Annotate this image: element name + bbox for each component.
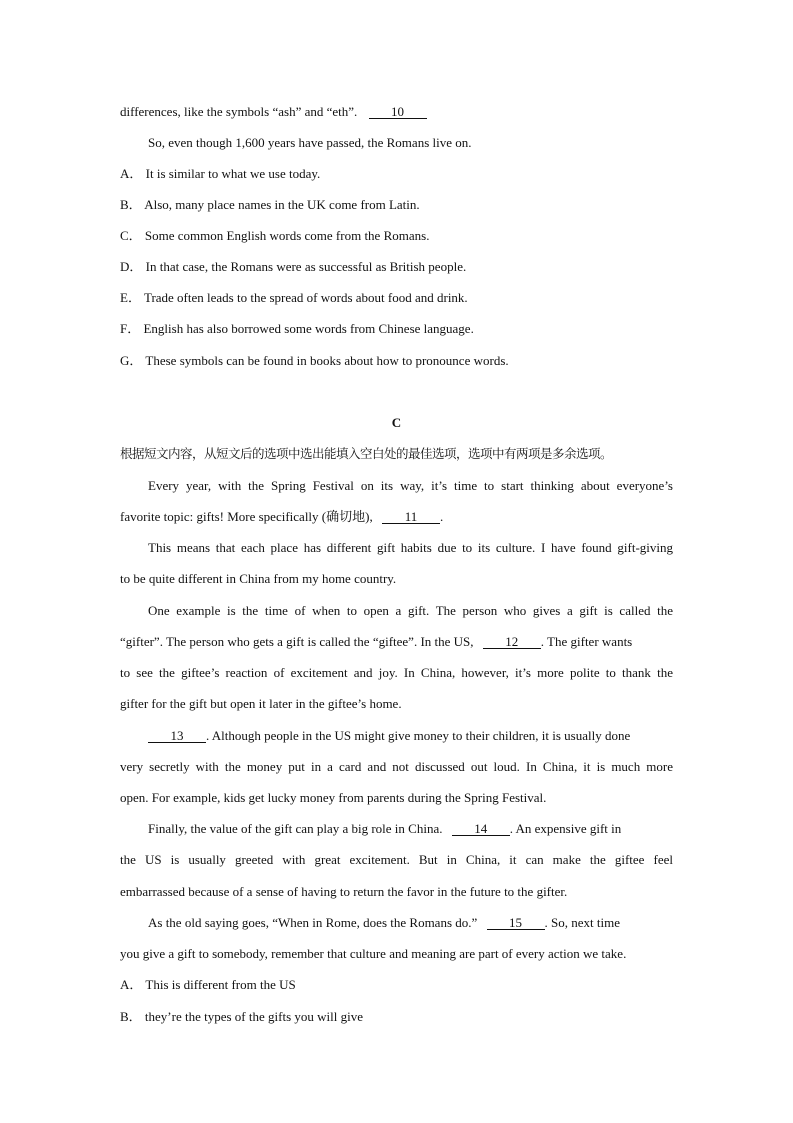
option-g: G． These symbols can be found in books about how to pronounce words.	[120, 353, 509, 368]
paragraph-line	[120, 509, 673, 525]
paragraph-line: So, even though 1,600 years have passed, the Romans live on.	[148, 135, 472, 150]
answer-blank-14: 14	[452, 822, 510, 836]
paragraph-line: Every year, with the Spring Festival on its way, it’s time to start thinking about everyone’s	[148, 478, 673, 493]
option-e: E． Trade often leads to the spread of words about food and drink.	[120, 290, 468, 305]
text: . An expensive gift in	[509, 821, 622, 836]
text: “gifter”. The person who gets a gift is called the “giftee”. In the US,	[120, 634, 474, 649]
option-a: A． It is similar to what we use today.	[120, 166, 321, 181]
option-b: B． Also, many place names in the UK come from Latin.	[120, 197, 420, 212]
answer-blank-13: 13	[148, 729, 206, 743]
text: favorite topic: gifts! More specifically (确切地),	[120, 509, 373, 524]
option-f: F． English has also borrowed some words from Chinese language.	[120, 321, 474, 336]
answer-blank-11: 11	[382, 510, 440, 524]
paragraph-line: the US is usually greeted with great excitement. But in China, it can make the giftee feel	[120, 852, 673, 867]
text: .	[439, 509, 444, 524]
section-heading: C	[391, 415, 402, 430]
paragraph-line: open. For example, kids get lucky money from parents during the Spring Festival.	[120, 790, 547, 805]
paragraph-line	[120, 821, 673, 837]
text: . So, next time	[544, 915, 620, 930]
paragraph-line	[120, 104, 673, 120]
paragraph-line: to be quite different in China from my home country.	[120, 571, 397, 586]
text: . The gifter wants	[540, 634, 633, 649]
text: differences, like the symbols “ash” and “eth”.	[120, 104, 358, 119]
paragraph-line	[120, 634, 673, 650]
paragraph-line: you give a gift to somebody, remember that culture and meaning are part of every action we take.	[120, 946, 627, 961]
answer-blank-12: 12	[483, 635, 541, 649]
answer-blank-10: 10	[369, 105, 427, 119]
text: Finally, the value of the gift can play a big role in China.	[148, 821, 443, 836]
answer-blank-15: 15	[487, 916, 545, 930]
text: As the old saying goes, “When in Rome, does the Romans do.”	[148, 915, 478, 930]
paragraph-line	[120, 915, 673, 931]
option-c: C． Some common English words come from the Romans.	[120, 228, 430, 243]
paragraph-line: This means that each place has different gift habits due to its culture. I have found gift-giving	[148, 540, 673, 555]
paragraph-line: to see the giftee’s reaction of excitement and joy. In China, however, it’s more polite to thank the	[120, 665, 673, 680]
paragraph-line	[120, 728, 673, 744]
paragraph-line: gifter for the gift but open it later in the giftee’s home.	[120, 696, 402, 711]
option-b: B． they’re the types of the gifts you will give	[120, 1009, 363, 1024]
paragraph-line: very secretly with the money put in a card and not discussed out loud. In China, it is much more	[120, 759, 673, 774]
instruction: 根据短文内容，从短文后的选项中选出能填入空白处的最佳选项，选项中有两项是多余选项。	[120, 446, 613, 461]
paragraph-line: One example is the time of when to open a gift. The person who gives a gift is called the	[148, 603, 673, 618]
paragraph-line: embarrassed because of a sense of having to return the favor in the future to the gifter.	[120, 884, 568, 899]
text: . Although people in the US might give money to their children, it is usually done	[206, 728, 631, 743]
option-d: D． In that case, the Romans were as successful as British people.	[120, 259, 467, 274]
option-a: A． This is different from the US	[120, 977, 296, 992]
